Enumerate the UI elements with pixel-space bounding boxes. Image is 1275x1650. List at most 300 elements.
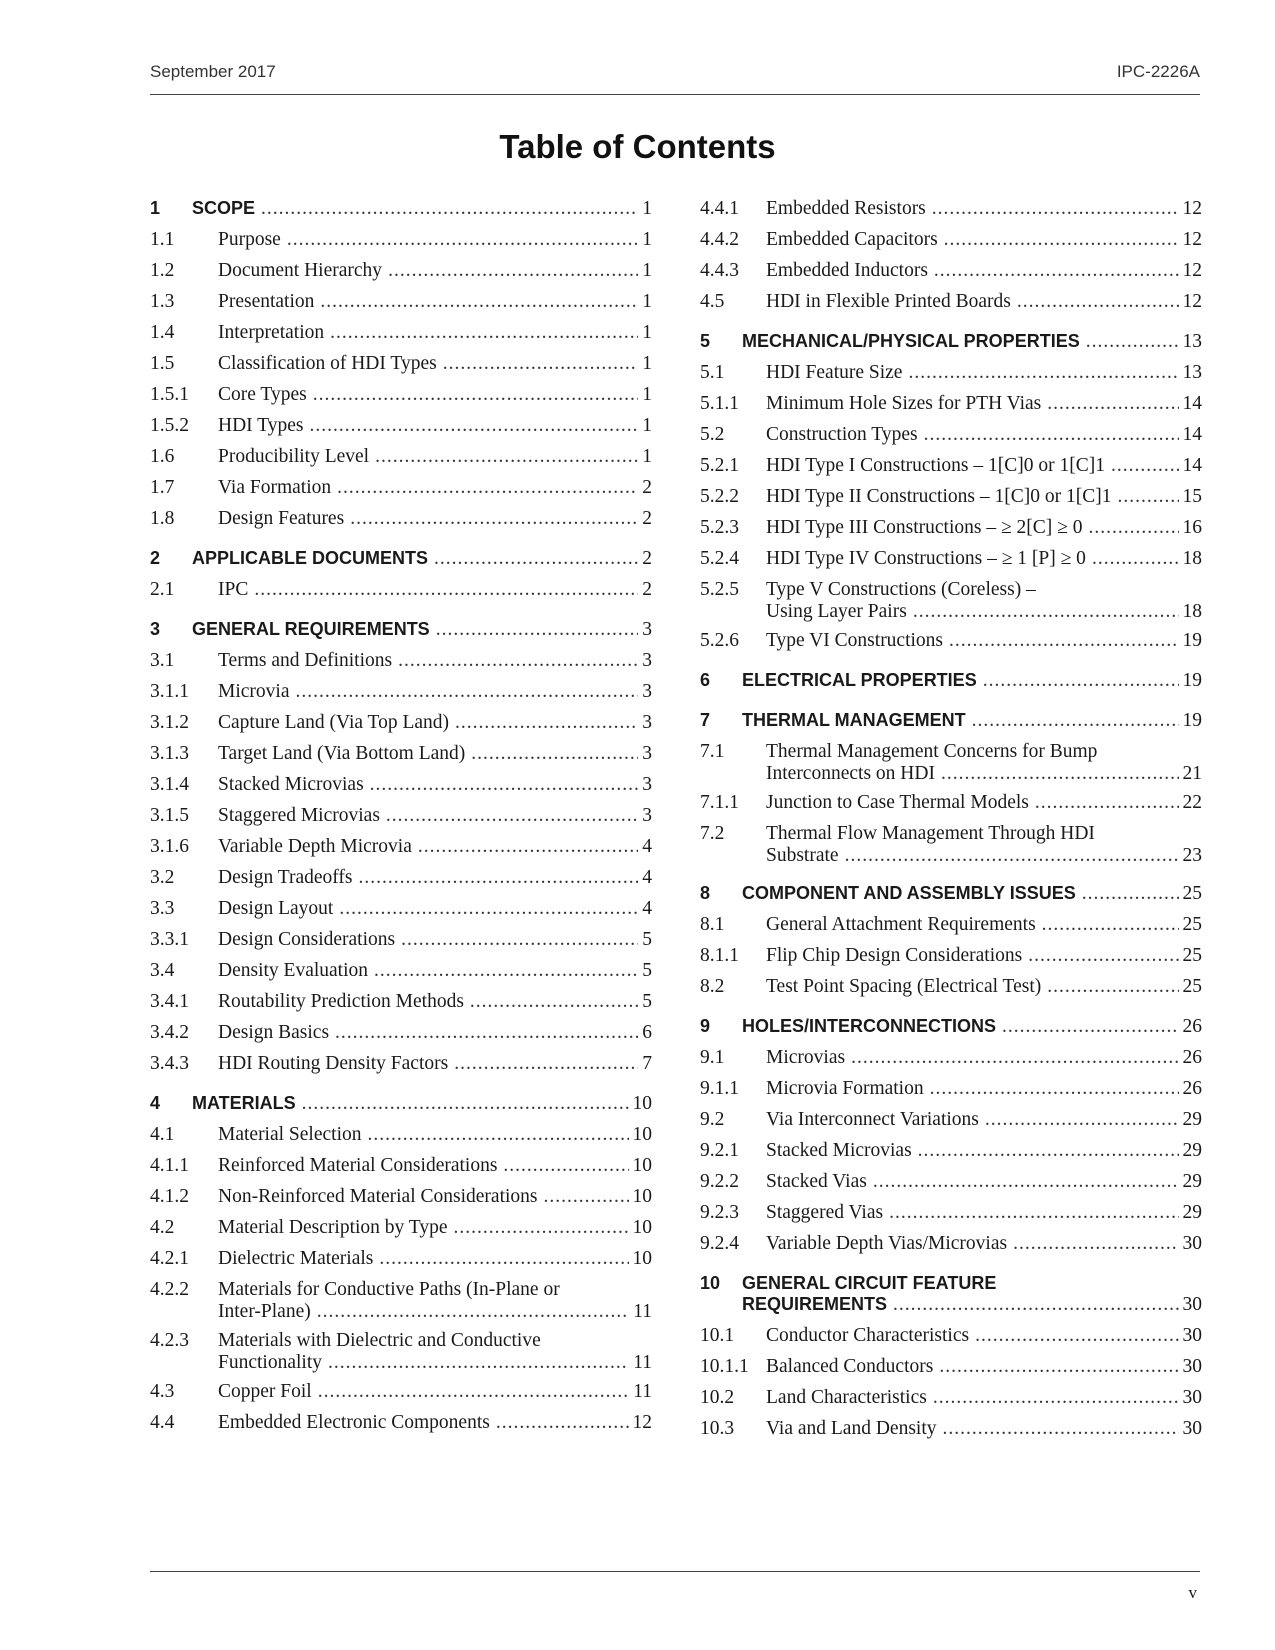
- toc-entry: [150, 898, 652, 929]
- dot-leader: [320, 291, 638, 313]
- toc-entry-text: [218, 260, 652, 282]
- toc-entry-page: 12: [1182, 198, 1202, 219]
- dot-leader: [374, 960, 638, 982]
- toc-entry-number: 3.1.3: [150, 743, 189, 764]
- toc-entry: [150, 774, 652, 805]
- toc-entry: [700, 1171, 1202, 1202]
- toc-entry-title: Staggered Microvias: [218, 805, 380, 826]
- toc-entry-number: 7: [700, 710, 711, 730]
- toc-entry-number: 9.2.4: [700, 1233, 739, 1254]
- toc-entry-title: Embedded Capacitors: [766, 229, 938, 250]
- dot-leader: [295, 681, 638, 703]
- toc-entry-title: HDI Type I Constructions – 1[C]0 or 1[C]1: [766, 455, 1105, 476]
- toc-entry: [700, 1202, 1202, 1233]
- toc-entry-title: Via and Land Density: [766, 1418, 937, 1439]
- toc-entry-title: Design Features: [218, 508, 345, 529]
- toc-entry-title: Construction Types: [766, 424, 918, 445]
- toc-entry-title: HDI Types: [218, 415, 304, 436]
- toc-entry: [150, 384, 652, 415]
- dot-leader: [398, 650, 638, 672]
- toc-entry-page: 10: [632, 1217, 652, 1238]
- toc-entry-text: [766, 1078, 1202, 1100]
- toc-entry: [700, 710, 1202, 741]
- dot-leader: [330, 322, 638, 344]
- dot-leader: [1117, 486, 1178, 508]
- toc-entry-title: Minimum Hole Sizes for PTH Vias: [766, 393, 1042, 414]
- toc-entry-page: 15: [1182, 486, 1202, 507]
- toc-entry-page: 11: [633, 1381, 652, 1402]
- toc-entry: [700, 424, 1202, 455]
- toc-entry-title-line2: [766, 601, 1202, 623]
- toc-entry-text: [766, 291, 1202, 313]
- dot-leader: [908, 362, 1178, 384]
- toc-entry-number: 9.1: [700, 1047, 725, 1068]
- toc-entry-text: [218, 291, 652, 313]
- toc-entry-page: 3: [642, 743, 652, 764]
- toc-entry-number: 9.1.1: [700, 1078, 739, 1099]
- toc-entry: [700, 260, 1202, 291]
- toc-entry-title: MATERIALS: [192, 1093, 296, 1113]
- toc-entry-title: General Attachment Requirements: [766, 914, 1036, 935]
- toc-entry-number: 4.2.3: [150, 1330, 189, 1351]
- dot-leader: [972, 710, 1179, 732]
- dot-leader: [386, 805, 638, 827]
- toc-entry-number: 10.3: [700, 1418, 735, 1439]
- dot-leader: [1035, 792, 1179, 814]
- dot-leader: [379, 1248, 628, 1270]
- toc-entry-number: 1.3: [150, 291, 175, 312]
- dot-leader: [893, 1294, 1178, 1316]
- toc-entry-text: [742, 670, 1202, 692]
- toc-entry-page: 25: [1182, 945, 1202, 966]
- dot-leader: [1013, 1233, 1178, 1255]
- toc-entry-page: 1: [642, 415, 652, 436]
- toc-entry: [700, 455, 1202, 486]
- toc-entry-title: Staggered Vias: [766, 1202, 884, 1223]
- toc-entry-title-line2: [766, 845, 1202, 867]
- toc-entry: [700, 1233, 1202, 1264]
- toc-entry-number: 1.5.2: [150, 415, 189, 436]
- toc-entry-page: 13: [1182, 362, 1202, 383]
- toc-entry-page: 14: [1182, 393, 1202, 414]
- toc-entry-page: 30: [1182, 1418, 1202, 1439]
- toc-entry: [150, 619, 652, 650]
- toc-entry-number: 1.4: [150, 322, 175, 343]
- toc-entry-page: 30: [1182, 1325, 1202, 1346]
- toc-entry-title: Stacked Microvias: [766, 1140, 912, 1161]
- toc-entry: [700, 1047, 1202, 1078]
- toc-entry-page: 14: [1182, 424, 1202, 445]
- toc-entry-number: 4.3: [150, 1381, 175, 1402]
- dot-leader: [930, 1078, 1179, 1100]
- toc-entry-number: 3.4: [150, 960, 175, 981]
- toc-entry-text: [766, 1418, 1202, 1440]
- toc-entry-title: Density Evaluation: [218, 960, 369, 981]
- toc-entry-text: [766, 486, 1202, 508]
- dot-leader: [1002, 1016, 1178, 1038]
- toc-entry-page: 25: [1182, 883, 1202, 904]
- toc-entry: [700, 945, 1202, 976]
- dot-leader: [401, 929, 638, 951]
- dot-leader: [388, 260, 638, 282]
- toc-entry-text: [218, 898, 652, 920]
- toc-entry-number: 3.1: [150, 650, 175, 671]
- toc-entry: [150, 650, 652, 681]
- toc-entry-number: 1.5: [150, 353, 175, 374]
- dot-leader: [924, 424, 1179, 446]
- toc-entry-page: 4: [642, 836, 652, 857]
- toc-entry: [700, 1016, 1202, 1047]
- dot-leader: [335, 1022, 638, 1044]
- toc-entry-page: 14: [1182, 455, 1202, 476]
- toc-entry-number: 6: [700, 670, 711, 690]
- toc-entry-text: [218, 415, 652, 437]
- toc-entry-page: 25: [1182, 976, 1202, 997]
- dot-leader: [983, 670, 1179, 692]
- toc-entry-number: 10.2: [700, 1387, 735, 1408]
- toc-entry-text: [766, 424, 1202, 446]
- toc-entry-text: [218, 353, 652, 375]
- toc-entry-number: 9.2.3: [700, 1202, 739, 1223]
- toc-entry-text: [766, 945, 1202, 967]
- toc-entry-title: COMPONENT AND ASSEMBLY ISSUES: [742, 883, 1076, 903]
- toc-entry: [150, 260, 652, 291]
- toc-entry-number: 4.1.2: [150, 1186, 189, 1207]
- toc-entry-number: 3.1.2: [150, 712, 189, 733]
- dot-leader: [845, 845, 1179, 867]
- toc-entry-number: 5.2.2: [700, 486, 739, 507]
- toc-entry-number: 9.2.1: [700, 1140, 739, 1161]
- toc-entry-page: 2: [642, 579, 652, 600]
- toc-entry-text: [218, 1053, 652, 1075]
- toc-entry-number: 7.1.1: [700, 792, 739, 813]
- dot-leader: [1082, 883, 1179, 905]
- toc-entry-number: 3.3.1: [150, 929, 189, 950]
- toc-entry-page: 18: [1182, 548, 1202, 569]
- toc-entry: [150, 353, 652, 384]
- toc-entry-text: [742, 331, 1202, 353]
- dot-leader: [934, 260, 1179, 282]
- toc-entry: [700, 362, 1202, 393]
- toc-entry-text: [766, 1202, 1202, 1224]
- toc-entry-page: 12: [632, 1412, 652, 1433]
- toc-entry-title: Capture Land (Via Top Land): [218, 712, 450, 733]
- dot-leader: [889, 1202, 1178, 1224]
- dot-leader: [470, 991, 638, 1013]
- toc-entry-number: 5.1.1: [700, 393, 739, 414]
- toc-entry: [700, 1140, 1202, 1171]
- toc-entry: [700, 393, 1202, 424]
- dot-leader: [851, 1047, 1178, 1069]
- toc-entry-title: Producibility Level: [218, 446, 370, 467]
- toc-entry-number: 1.5.1: [150, 384, 189, 405]
- toc-entry: [150, 229, 652, 260]
- dot-leader: [985, 1109, 1179, 1131]
- toc-entry-page: 30: [1182, 1356, 1202, 1377]
- dot-leader: [337, 477, 638, 499]
- toc-entry-text: [766, 1047, 1202, 1069]
- toc-entry-page: 4: [642, 867, 652, 888]
- toc-entry-text: [766, 1387, 1202, 1409]
- dot-leader: [1047, 393, 1178, 415]
- dot-leader: [941, 763, 1179, 785]
- dot-leader: [873, 1171, 1179, 1193]
- toc-entry-text: [218, 929, 652, 951]
- toc-entry-title: Copper Foil: [218, 1381, 312, 1402]
- toc-entry: [150, 1248, 652, 1279]
- toc-entry-title: HOLES/INTERCONNECTIONS: [742, 1016, 997, 1036]
- toc-left-column: [150, 198, 652, 1443]
- toc-entry-number: 3.1.1: [150, 681, 189, 702]
- dot-leader: [350, 508, 638, 530]
- toc-entry-text: [766, 792, 1202, 814]
- toc-entry-text: [766, 455, 1202, 477]
- toc-entry-number: 7.2: [700, 823, 725, 844]
- toc-entry-title: Routability Prediction Methods: [218, 991, 464, 1012]
- dot-leader: [1088, 517, 1178, 539]
- toc-entry-title: Variable Depth Vias/Microvias: [766, 1233, 1008, 1254]
- toc-entry-page: 11: [633, 1301, 652, 1322]
- toc-entry: [700, 291, 1202, 322]
- toc-entry-title: Flip Chip Design Considerations: [766, 945, 1023, 966]
- toc-entry-page: 21: [1182, 763, 1202, 784]
- toc-entry-page: 1: [642, 446, 652, 467]
- toc-entry-page: 10: [632, 1155, 652, 1176]
- toc-entry-number: 3.1.5: [150, 805, 189, 826]
- toc-entry-page: 3: [642, 650, 652, 671]
- toc-entry-title: HDI Feature Size: [766, 362, 903, 383]
- toc-entry-text: [218, 1330, 652, 1374]
- toc-entry-title: Non-Reinforced Material Considerations: [218, 1186, 538, 1207]
- toc-entry-page: 13: [1182, 331, 1202, 352]
- toc-entry: [150, 1279, 652, 1330]
- dot-leader: [1028, 945, 1178, 967]
- toc-entry-text: [766, 260, 1202, 282]
- toc-entry-page: 29: [1182, 1202, 1202, 1223]
- header-date: September 2017: [150, 62, 276, 81]
- dot-leader: [368, 1124, 629, 1146]
- toc-entry-text: [218, 836, 652, 858]
- toc-entry-number: 1.1: [150, 229, 175, 250]
- toc-entry-title: Conductor Characteristics: [766, 1325, 970, 1346]
- dot-leader: [375, 446, 638, 468]
- toc-entry-title: Reinforced Material Considerations: [218, 1155, 498, 1176]
- toc-entry-text: [218, 229, 652, 251]
- toc-entry: [150, 1124, 652, 1155]
- toc-entry-title: Embedded Resistors: [766, 198, 926, 219]
- toc-entry-title: GENERAL REQUIREMENTS: [192, 619, 430, 639]
- toc-entry-page: 1: [642, 384, 652, 405]
- toc-entry: [150, 446, 652, 477]
- toc-entry-text: [218, 322, 652, 344]
- toc-entry-title: Materials with Dielectric and Conductive: [218, 1330, 541, 1351]
- toc-entry: [700, 741, 1202, 792]
- toc-entry-title: MECHANICAL/PHYSICAL PROPERTIES: [742, 331, 1080, 351]
- toc-entry-page: 22: [1182, 792, 1202, 813]
- toc-entry-text: [218, 508, 652, 530]
- toc-entry-title-continued: Interconnects on HDI: [766, 763, 935, 784]
- toc-entry-number: 5.2.6: [700, 630, 739, 651]
- dot-leader: [359, 867, 639, 889]
- toc-entry-number: 4.4: [150, 1412, 175, 1433]
- toc-entry-text: [766, 1171, 1202, 1193]
- toc-entry-text: [742, 1016, 1202, 1038]
- toc-entry-title: Balanced Conductors: [766, 1356, 934, 1377]
- toc-entry: [700, 670, 1202, 701]
- toc-entry-page: 4: [642, 898, 652, 919]
- dot-leader: [454, 1217, 629, 1239]
- toc-entry-title: SCOPE: [192, 198, 256, 218]
- dot-leader: [918, 1140, 1179, 1162]
- toc-entry-number: 9.2: [700, 1109, 725, 1130]
- toc-entry-title: GENERAL CIRCUIT FEATURE: [742, 1273, 997, 1293]
- toc-entry-text: [766, 1356, 1202, 1378]
- toc-entry-page: 1: [642, 198, 652, 219]
- toc-entry-text: [766, 1109, 1202, 1131]
- toc-entry: [700, 914, 1202, 945]
- toc-entry-title: Stacked Vias: [766, 1171, 867, 1192]
- toc-entry: [700, 579, 1202, 630]
- toc-entry-title-line2: [218, 1301, 652, 1323]
- toc-entry-number: 10.1: [700, 1325, 735, 1346]
- toc-entry-text: [218, 774, 652, 796]
- toc-entry: [150, 1217, 652, 1248]
- toc-entry-title: Material Selection: [218, 1124, 362, 1145]
- toc-entry: [150, 929, 652, 960]
- toc-entry: [150, 805, 652, 836]
- toc-entry: [700, 1109, 1202, 1140]
- toc-entry: [700, 331, 1202, 362]
- toc-entry: [700, 1418, 1202, 1449]
- dot-leader: [496, 1412, 629, 1434]
- toc-entry-number: 4.1: [150, 1124, 175, 1145]
- toc-entry-text: [218, 743, 652, 765]
- toc-entry-text: [218, 1381, 652, 1403]
- toc-entry-number: 1.6: [150, 446, 175, 467]
- toc-entry-number: 9.2.2: [700, 1171, 739, 1192]
- toc-entry: [700, 198, 1202, 229]
- toc-entry-page: 5: [642, 929, 652, 950]
- toc-entry-text: [218, 1248, 652, 1270]
- toc-entry-number: 9: [700, 1016, 711, 1036]
- dot-leader: [933, 1387, 1179, 1409]
- toc-entry-text: [218, 991, 652, 1013]
- toc-entry-text: [766, 362, 1202, 384]
- toc-entry-page: 18: [1182, 601, 1202, 622]
- dot-leader: [317, 1301, 629, 1323]
- toc-entry-page: 19: [1182, 630, 1202, 651]
- toc-entry-number: 10.1.1: [700, 1356, 749, 1377]
- toc-right-column: [700, 198, 1202, 1449]
- toc-entry-page: 30: [1182, 1387, 1202, 1408]
- toc-entry-number: 5.2.1: [700, 455, 739, 476]
- toc-entry-text: [218, 960, 652, 982]
- dot-leader: [1092, 548, 1179, 570]
- toc-entry-number: 8.2: [700, 976, 725, 997]
- toc-entry-number: 1.7: [150, 477, 175, 498]
- toc-entry-page: 2: [642, 477, 652, 498]
- toc-entry-page: 3: [642, 619, 652, 640]
- dot-leader: [254, 579, 638, 601]
- dot-leader: [913, 601, 1179, 623]
- toc-entry-text: [218, 650, 652, 672]
- toc-entry-number: 3: [150, 619, 161, 639]
- toc-entry-page: 1: [642, 353, 652, 374]
- toc-entry-page: 1: [642, 291, 652, 312]
- toc-entry-number: 3.3: [150, 898, 175, 919]
- dot-leader: [455, 712, 638, 734]
- toc-entry: [150, 477, 652, 508]
- toc-entry-page: 3: [642, 712, 652, 733]
- toc-entry-number: 8.1.1: [700, 945, 739, 966]
- toc-entry: [700, 1387, 1202, 1418]
- toc-entry-text: [218, 805, 652, 827]
- dot-leader: [318, 1381, 630, 1403]
- page-number: v: [1188, 1583, 1197, 1602]
- toc-entry-text: [218, 681, 652, 703]
- toc-entry: [150, 322, 652, 353]
- toc-entry-number: 2: [150, 548, 161, 568]
- toc-entry-text: [218, 867, 652, 889]
- toc-entry-title-line2: [766, 763, 1202, 785]
- dot-leader: [1086, 331, 1179, 353]
- toc-entry-title: HDI Type III Constructions – ≥ 2[C] ≥ 0: [766, 517, 1083, 538]
- toc-entry-title: Type VI Constructions: [766, 630, 944, 651]
- page-title: Table of Contents: [499, 128, 776, 165]
- toc-entry-number: 10: [700, 1273, 721, 1293]
- toc-entry-number: 3.2: [150, 867, 175, 888]
- toc-entry-number: 1: [150, 198, 161, 218]
- toc-entry-page: 2: [642, 508, 652, 529]
- toc-entry-title: ELECTRICAL PROPERTIES: [742, 670, 977, 690]
- toc-entry-text: [766, 823, 1202, 867]
- toc-entry: [150, 1155, 652, 1186]
- toc-entry: [700, 1273, 1202, 1325]
- toc-entry-page: 3: [642, 805, 652, 826]
- toc-entry-page: 5: [642, 960, 652, 981]
- toc-entry-number: 3.4.3: [150, 1053, 189, 1074]
- toc-entry-text: [766, 1233, 1202, 1255]
- toc-entry-page: 11: [633, 1352, 652, 1373]
- toc-entry-title: IPC: [218, 579, 249, 600]
- toc-entry-page: 1: [642, 322, 652, 343]
- toc-entry-text: [766, 517, 1202, 539]
- toc-entry-page: 23: [1182, 845, 1202, 866]
- dot-leader: [309, 415, 638, 437]
- dot-leader: [313, 384, 639, 406]
- toc-entry-page: 7: [642, 1053, 652, 1074]
- toc-entry-text: [766, 229, 1202, 251]
- toc-entry-text: [218, 446, 652, 468]
- toc-entry-title: Core Types: [218, 384, 307, 405]
- toc-entry-number: 1.8: [150, 508, 175, 529]
- toc-entry-title: Document Hierarchy: [218, 260, 383, 281]
- toc-entry-title: Land Characteristics: [766, 1387, 927, 1408]
- toc-entry-page: 2: [642, 548, 652, 569]
- toc-entry: [150, 836, 652, 867]
- toc-entry-page: 1: [642, 260, 652, 281]
- toc-entry-title: Design Basics: [218, 1022, 330, 1043]
- toc-entry-text: [766, 579, 1202, 623]
- toc-entry-title: Microvia: [218, 681, 290, 702]
- dot-leader: [370, 774, 639, 796]
- toc-entry-title: Microvia Formation: [766, 1078, 924, 1099]
- toc-entry-title-continued: Substrate: [766, 845, 839, 866]
- toc-entry: [700, 229, 1202, 260]
- toc-entry-text: [766, 914, 1202, 936]
- toc-entry-title-continued: Using Layer Pairs: [766, 601, 907, 622]
- toc-entry: [150, 291, 652, 322]
